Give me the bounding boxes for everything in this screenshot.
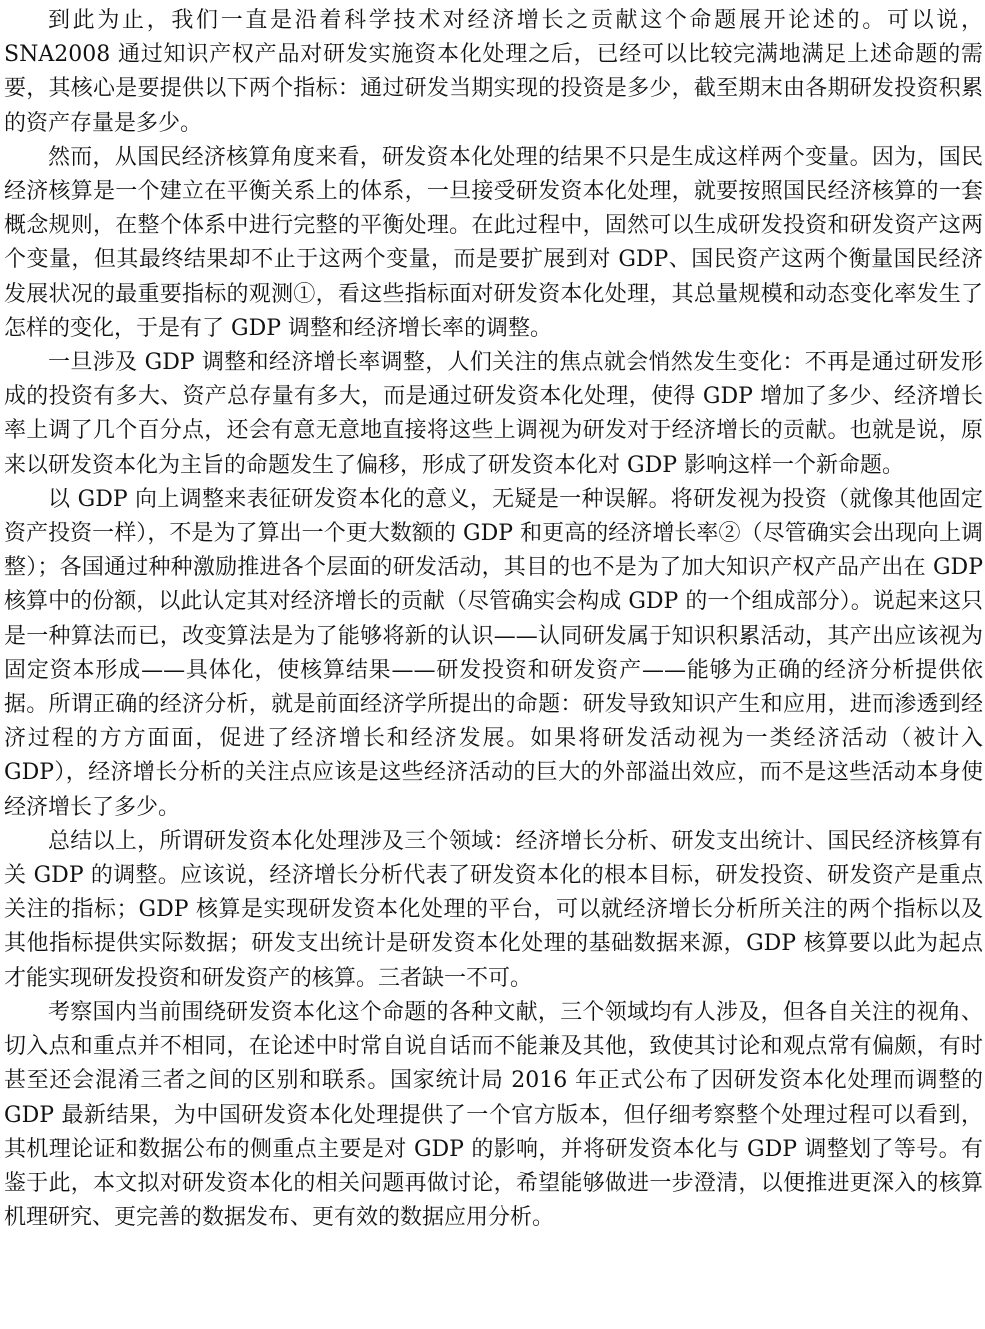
paragraph-1: 到此为止，我们一直是沿着科学技术对经济增长之贡献这个命题展开论述的。可以说，SNA2008 通过知识产权产品对研发实施资本化处理之后，已经可以比较完满地满足上述命题的需要，其核心是要提供以下两个指标：通过研发当期实现的投资是多少，截至期末由各期研发投资积累的资产存量是多少。 [4, 8, 983, 136]
paragraph-5: 总结以上，所谓研发资本化处理涉及三个领域：经济增长分析、研发支出统计、国民经济核算有关 GDP 的调整。应该说，经济增长分析代表了研发资本化的根本目标，研发投资、研发资产是重点关注的指标；GDP 核算是实现研发资本化处理的平台，可以就经济增长分析所关注的两个指标以及其他指标提供实际数据；研发支出统计是研发资本化处理的基础数据来源，GDP 核算要以此为起点才能实现研发投资和研发资产的核算。三者缺一不可。 [4, 828, 983, 991]
paragraph-6: 考察国内当前围绕研发资本化这个命题的各种文献，三个领域均有人涉及，但各自关注的视角、切入点和重点并不相同，在论述中时常自说自话而不能兼及其他，致使其讨论和观点常有偏颇，有时甚至还会混淆三者之间的区别和联系。国家统计局 2016 年正式公布了因研发资本化处理而调整的 GDP 最新结果，为中国研发资本化处理提供了一个官方版本，但仔细考察整个处理过程可以看到，其机理论证和数据公布的侧重点主要是对 GDP 的影响，并将研发资本化与 GDP 调整划了等号。有鉴于此，本文拟对研发资本化的相关问题再做讨论，希望能够做进一步澄清，以便推进更深入的核算机理研究、更完善的数据发布、更有效的数据应用分析。 [4, 999, 983, 1231]
paragraph-3: 一旦涉及 GDP 调整和经济增长率调整，人们关注的焦点就会悄然发生变化：不再是通过研发形成的投资有多大、资产总存量有多大，而是通过研发资本化处理，使得 GDP 增加了多少、经济增长率上调了几个百分点，还会有意无意地直接将这些上调视为研发对于经济增长的贡献。也就是说，原来以研发资本化为主旨的命题发生了偏移，形成了研发资本化对 GDP 影响这样一个新命题。 [4, 350, 983, 478]
paragraph-4: 以 GDP 向上调整来表征研发资本化的意义，无疑是一种误解。将研发视为投资（就像其他固定资产投资一样），不是为了算出一个更大数额的 GDP 和更高的经济增长率②（尽管确实会出现向上调整）；各国通过种种激励推进各个层面的研发活动，其目的也不是为了加大知识产权产品产出在 GDP 核算中的份额，以此认定其对经济增长的贡献（尽管确实会构成 GDP 的一个组成部分）。说起来这只是一种算法而已，改变算法是为了能够将新的认识——认同研发属于知识积累活动，其产出应该视为固定资本形成——具体化，使核算结果——研发投资和研发资产——能够为正确的经济分析提供依据。所谓正确的经济分析，就是前面经济学所提出的命题：研发导致知识产生和应用，进而渗透到经济过程的方方面面，促进了经济增长和经济发展。如果将研发活动视为一类经济活动（被计入 GDP），经济增长分析的关注点应该是这些经济活动的巨大的外部溢出效应，而不是这些活动本身使经济增长了多少。 [4, 486, 983, 820]
paragraph-2: 然而，从国民经济核算角度来看，研发资本化处理的结果不只是生成这样两个变量。因为，国民经济核算是一个建立在平衡关系上的体系，一旦接受研发资本化处理，就要按照国民经济核算的一套概念规则，在整个体系中进行完整的平衡处理。在此过程中，固然可以生成研发投资和研发资产这两个变量，但其最终结果却不止于这两个变量，而是要扩展到对 GDP、国民资产这两个衡量国民经济发展状况的最重要指标的观测①，看这些指标面对研发资本化处理，其总量规模和动态变化率发生了怎样的变化，于是有了 GDP 调整和经济增长率的调整。 [4, 144, 983, 341]
